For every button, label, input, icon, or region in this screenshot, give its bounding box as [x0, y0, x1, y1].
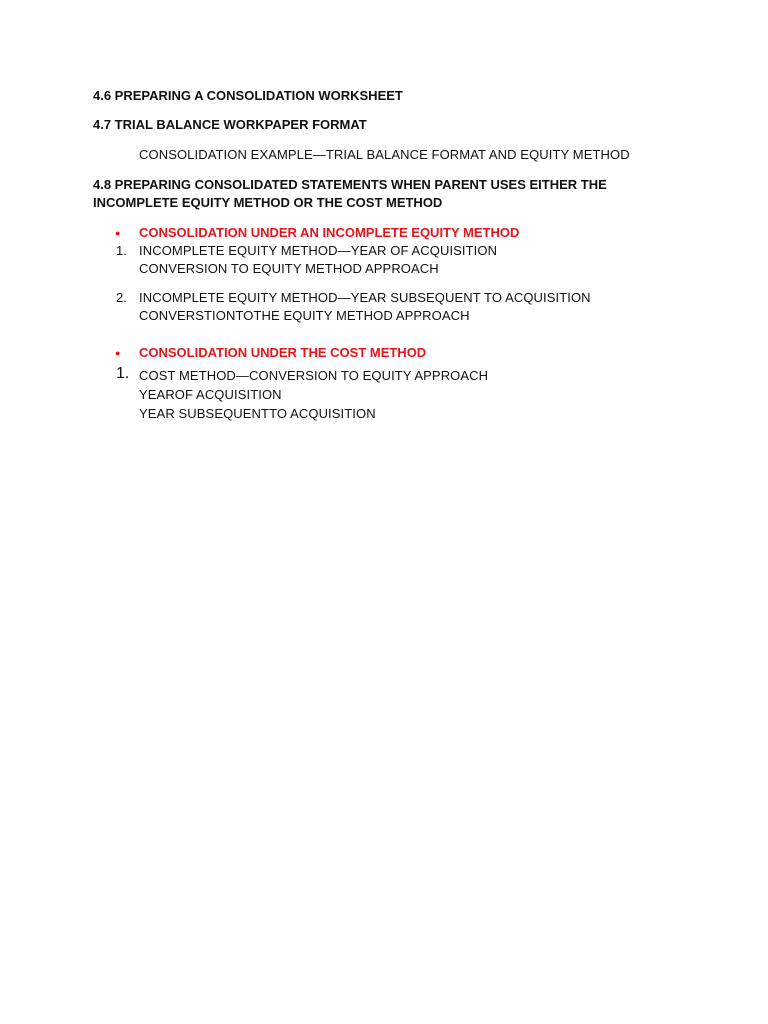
incomplete-item2-line1: INCOMPLETE EQUITY METHOD—YEAR SUBSEQUENT TO ACQUISITION	[139, 290, 591, 305]
section-4-7-heading: 4.7 TRIAL BALANCE WORKPAPER FORMAT	[93, 117, 367, 132]
list-number: 1.	[116, 365, 130, 382]
bullet-icon: ●	[115, 348, 121, 358]
bullet-icon: ●	[115, 228, 121, 238]
list-number: 2.	[116, 290, 127, 305]
section-4-6-heading: 4.6 PREPARING A CONSOLIDATION WORKSHEET	[93, 88, 403, 103]
cost-item1-line2: YEAROF ACQUISITION	[139, 387, 282, 402]
list-number: 1.	[116, 243, 127, 258]
incomplete-equity-title: CONSOLIDATION UNDER AN INCOMPLETE EQUITY METHOD	[139, 225, 520, 240]
incomplete-item1-line2: CONVERSION TO EQUITY METHOD APPROACH	[139, 261, 439, 276]
cost-item1-line3: YEAR SUBSEQUENTTO ACQUISITION	[139, 406, 376, 421]
section-4-7-item: CONSOLIDATION EXAMPLE—TRIAL BALANCE FORMAT AND EQUITY METHOD	[139, 147, 630, 162]
section-4-8-heading-line2: INCOMPLETE EQUITY METHOD OR THE COST METHOD	[93, 195, 443, 210]
incomplete-item1-line1: INCOMPLETE EQUITY METHOD—YEAR OF ACQUISITION	[139, 243, 498, 258]
incomplete-item2-line2: CONVERSTIONTOTHE EQUITY METHOD APPROACH	[139, 308, 470, 323]
cost-item1-line1: COST METHOD—CONVERSION TO EQUITY APPROACH	[139, 368, 489, 383]
section-4-8-heading-line1: 4.8 PREPARING CONSOLIDATED STATEMENTS WHEN PARENT USES EITHER THE	[93, 177, 607, 192]
cost-method-title: CONSOLIDATION UNDER THE COST METHOD	[139, 345, 427, 360]
